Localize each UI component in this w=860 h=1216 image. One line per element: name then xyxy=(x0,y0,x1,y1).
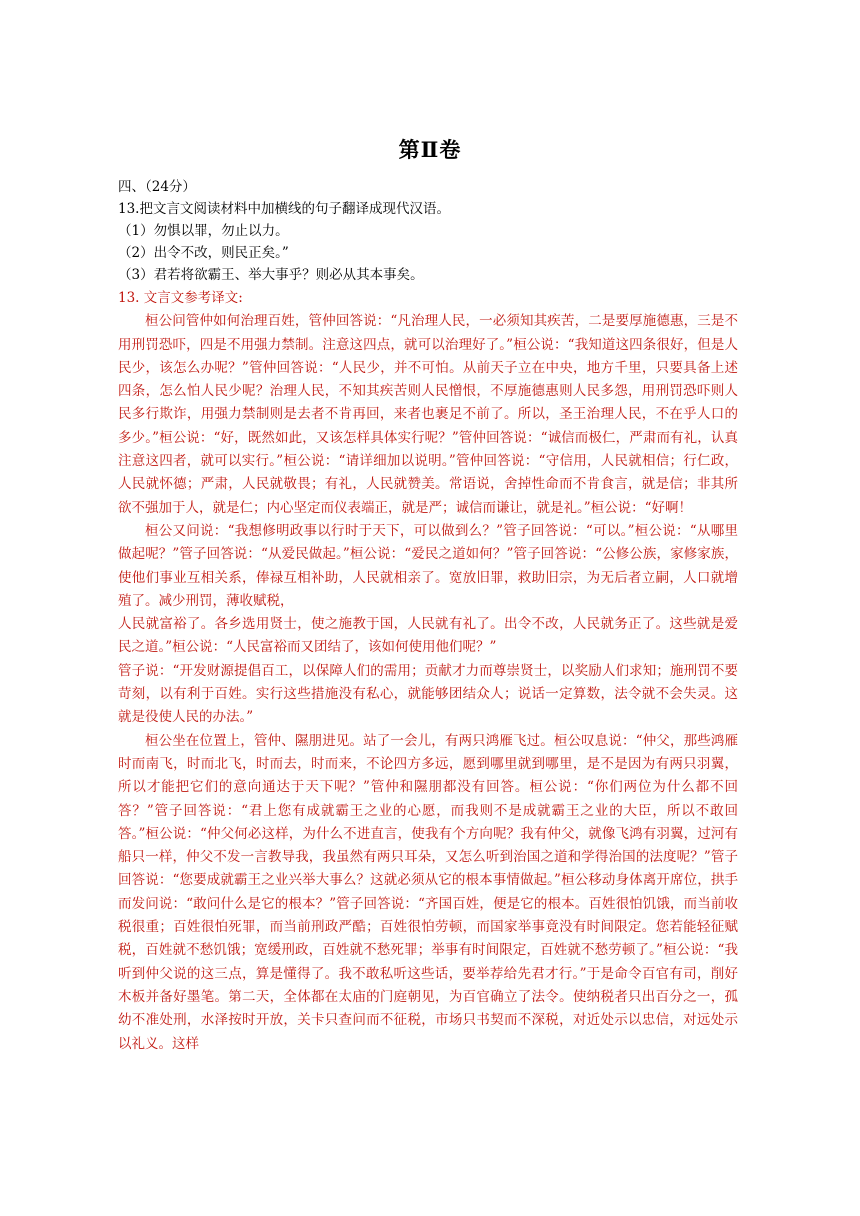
answer-paragraph-2: 桓公又问说：“我想修明政事以行时于天下，可以做到么？”管子回答说：“可以。”桓公说：“从哪里做起呢？”管子回答说：“从爱民做起。”桓公说：“爱民之道如何？”管子回答说：“公修公族，家修家族，使他们事业互相关系，俸禄互相补助，人民就相亲了。宽放旧罪，救助旧宗，为无后者立嗣，人口就增殖了。减少刑罚，薄收赋税， xyxy=(118,522,738,609)
question-prompt: 13.把文言文阅读材料中加横线的句子翻译成现代汉语。 xyxy=(118,201,450,217)
section-header: 四、（24分） xyxy=(118,179,196,195)
question-item-3: （3）君若将欲霸王、举大事乎？则必从其本事矣。 xyxy=(118,267,424,283)
question-section xyxy=(118,176,758,286)
answer-section xyxy=(118,287,738,1056)
answer-paragraph-4: 管子说：“开发财源提倡百工，以保障人们的需用；贡献才力而尊崇贤士，以奖励人们求知；施刑罚不要苛刻，以有利于百姓。实行这些措施没有私心，就能够团结众人；说话一定算数，法令就不会失灵。这就是役使人民的办法。” xyxy=(118,662,738,726)
answer-paragraph-5: 桓公坐在位置上，管仲、隰朋进见。站了一会儿，有两只鸿雁飞过。桓公叹息说：“仲父，那些鸿雁时而南飞，时而北飞，时而去，时而来，不论四方多远，愿到哪里就到哪里，是不是因为有两只羽翼，所以才能把它们的意向通达于天下呢？”管仲和隰朋都没有回答。桓公说：“你们两位为什么都不回答？”管子回答说：“君上您有成就霸王之业的心愿，而我则不是成就霸王之业的大臣，所以不敢回答。”桓公说：“仲父何必这样，为什么不进直言，使我有个方向呢？我有仲父，就像飞鸿有羽翼，过河有船只一样，仲父不发一言教导我，我虽然有两只耳朵，又怎么听到治国之道和学得治国的法度呢？”管子回答说：“您要成就霸王之业兴举大事么？这就必须从它的根本事情做起。”桓公移动身体离开席位，拱手而发问说：“敢问什么是它的根本？”管子回答说：“齐国百姓，便是它的根本。百姓很怕饥饿，而当前收税很重；百姓很怕死罪，而当前刑政严酷；百姓很怕劳顿，而国家举事竟没有时间限定。您若能轻征赋税，百姓就不愁饥饿；宽缓刑政，百姓就不愁死罪；举事有时间限定，百姓就不愁劳顿了。”桓公说：“我听到仲父说的这三点，算是懂得了。我不敢私听这些话，要举荐给先君才行。”于是命令百官有司，削好木板并备好墨笔。第二天，全体都在太庙的门庭朝见，为百官确立了法令。使纳税者只出百分之一，孤幼不准处刑，水泽按时开放，关卡只查问而不征税，市场只书契而不深税，对近处示以忠信，对远处示以礼义。这样 xyxy=(118,732,738,1052)
answer-heading: 13. 文言文参考译文: xyxy=(118,290,243,306)
answer-paragraph-3: 人民就富裕了。各乡选用贤士，使之施教于国，人民就有礼了。出令不改，人民就务正了。这些就是爱民之道。”桓公说：“人民富裕而又团结了，该如何使用他们呢？” xyxy=(118,616,738,656)
answer-paragraph-1: 桓公问管仲如何治理百姓，管仲回答说：“凡治理人民，一必须知其疾苦，二是要厚施德惠，三是不用刑罚恐吓，四是不用强力禁制。注意这四点，就可以治理好了。”桓公说：“我知道这四条很好，但是人民少，该怎么办呢？”管仲回答说：“人民少，并不可怕。从前天子立在中央，地方千里，只要具备上述四条，怎么怕人民少呢？治理人民，不知其疾苦则人民憎恨，不厚施德惠则人民多怨，用刑罚恐吓则人民多行欺诈，用强力禁制则是去者不肯再回，来者也裹足不前了。所以，圣王治理人民，不在乎人口的多少。”桓公说：“好，既然如此，又该怎样具体实行呢？”管仲回答说：“诚信而极仁，严肃而有礼，认真注意这四者，就可以实行。”桓公说：“请详细加以说明。”管仲回答说：“守信用，人民就相信；行仁政，人民就怀德；严肃，人民就敬畏；有礼，人民就赞美。常语说，舍掉性命而不肯食言，就是信；非其所欲不强加于人，就是仁；内心坚定而仪表端正，就是严；诚信而谦让，就是礼。”桓公说：“好啊！ xyxy=(118,313,738,516)
question-item-1: （1）勿惧以罪，勿止以力。 xyxy=(118,223,289,239)
page-title: 第Ⅱ卷 xyxy=(398,137,462,162)
question-item-2: （2）出令不改，则民正矣。” xyxy=(118,245,289,261)
